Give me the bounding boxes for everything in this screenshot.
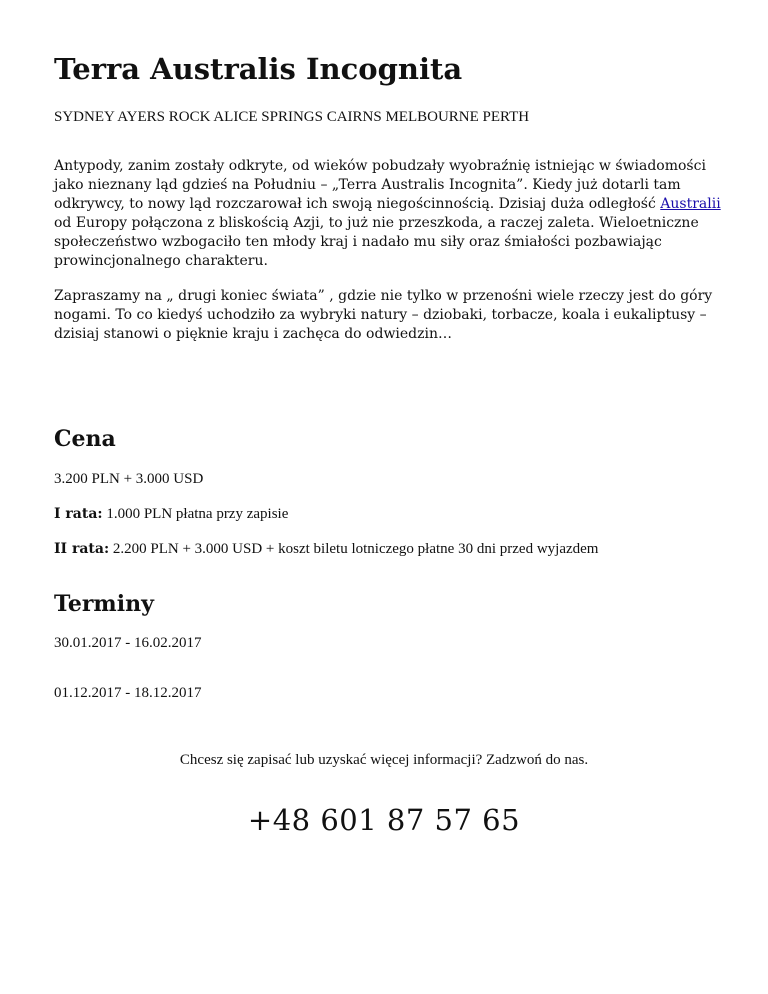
intro-text-1: Antypody, zanim zostały odkryte, od wieków pobudzały wyobraźnię istniejąc w świadomości jako nieznany ląd gdzieś na Południu – „Terra Australis Incognita”. Kiedy już dotarli tam odkrywcy, to nowy ląd rozczarował ich swoją niegościnnością. Dzisiaj duża odległość	[54, 158, 706, 212]
invite-paragraph: Zapraszamy na „ drugi koniec świata” , gdzie nie tylko w przenośni wiele rzeczy jest do góry nogami. To co kiedyś uchodziło za wybryki natury – dziobaki, torbacze, koala i eukaliptusy – dzisiaj stanowi o pięknie kraju i zachęca do odwiedzin…	[54, 288, 713, 342]
rate-2-text: 2.200 PLN + 3.000 USD + koszt biletu lotniczego płatne 30 dni przed wyjazdem	[109, 541, 599, 557]
intro-text-2: od Europy połączona z bliskością Azji, to już nie przeszkoda, a raczej zaleta. Wieloetniczne społeczeństwo wzbogaciło ten młody kraj i nadało mu siły oraz śmiałości pozbawiając prowincjonalnego charakteru.	[54, 215, 699, 269]
page-title: Terra Australis Incognita	[54, 52, 463, 86]
intro-paragraph	[54, 157, 729, 271]
date-item	[54, 684, 202, 703]
price-heading: Cena	[54, 426, 116, 452]
rate-2-label: II rata:	[54, 541, 110, 557]
cities-list: SYDNEY AYERS ROCK ALICE SPRINGS CAIRNS MELBOURNE PERTH	[54, 109, 530, 125]
dates-heading: Terminy	[54, 591, 154, 617]
rate-2	[54, 540, 598, 559]
price-total-value: 3.200 PLN + 3.000 USD	[54, 471, 204, 487]
contact-cta: Chcesz się zapisać lub uzyskać więcej informacji? Zadzwoń do nas.	[179, 752, 589, 768]
rate-1-label: I rata:	[54, 506, 103, 522]
price-total	[54, 470, 203, 489]
rate-1-text: 1.000 PLN płatna przy zapisie	[102, 506, 289, 522]
phone-number[interactable]: +48 601 87 57 65	[247, 803, 521, 837]
date-item-1: 30.01.2017 - 16.02.2017	[54, 635, 202, 651]
date-item-2: 01.12.2017 - 18.12.2017	[54, 685, 202, 701]
date-item	[54, 634, 202, 653]
rate-1	[54, 505, 288, 524]
australia-link[interactable]: Australii	[660, 196, 721, 212]
